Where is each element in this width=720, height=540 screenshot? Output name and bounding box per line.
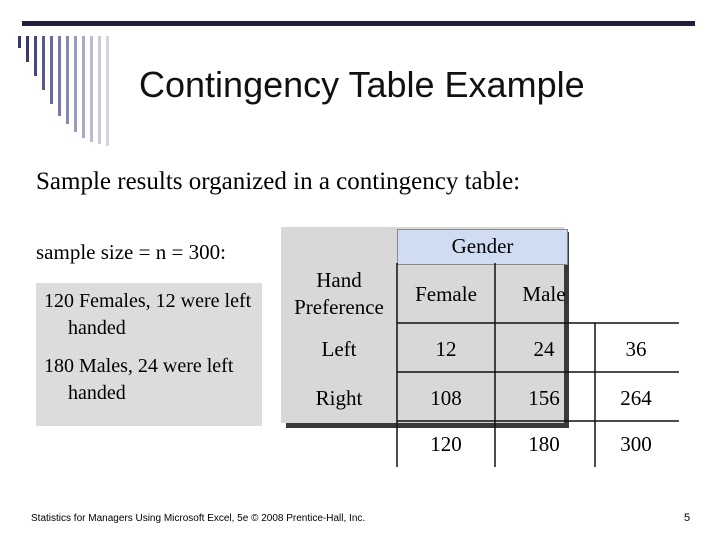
cell-right-female: 108	[430, 386, 462, 410]
row-label-right: Right	[315, 386, 363, 410]
column-total-female: 120	[430, 432, 462, 456]
note-females: 120 Females, 12 were left handed	[44, 290, 252, 339]
slide-subtitle: Sample results organized in a contingency table:	[36, 168, 521, 195]
page-number: 5	[684, 512, 691, 524]
gender-header: Gender	[451, 234, 514, 258]
grand-total: 300	[620, 432, 652, 456]
note-males: 180 Males, 24 were left handed	[44, 355, 234, 404]
row-total-right: 264	[620, 386, 652, 410]
sample-size-text: sample size = n = 300:	[36, 240, 226, 264]
cell-left-male: 24	[533, 337, 555, 361]
footer-citation: Statistics for Managers Using Microsoft Excel, 5e © 2008 Prentice-Hall, Inc.	[31, 513, 366, 524]
cell-left-female: 12	[435, 337, 457, 361]
female-column-header: Female	[415, 282, 477, 306]
hand-header-line1: Hand	[316, 268, 362, 292]
male-column-header: Male	[522, 282, 566, 306]
row-label-left: Left	[321, 337, 357, 361]
cell-right-male: 156	[528, 386, 560, 410]
slide-title: Contingency Table Example	[139, 64, 585, 105]
hand-preference-header	[283, 267, 395, 321]
row-total-left: 36	[625, 337, 647, 361]
column-total-male: 180	[528, 432, 560, 456]
hand-header-line2: Preference	[294, 295, 384, 319]
